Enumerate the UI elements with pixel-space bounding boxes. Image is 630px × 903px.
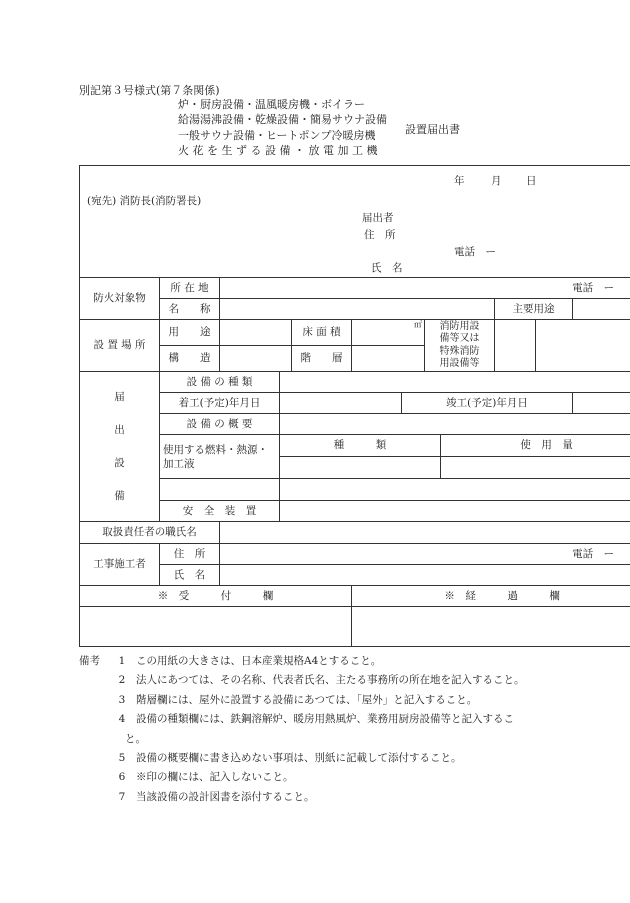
- contractor-label: 工事施工者: [80, 544, 160, 586]
- square-meter-unit: ㎡: [414, 320, 422, 329]
- addressee: (宛先) 消防長(消防署長): [87, 195, 202, 207]
- start-date-label: 着工(予定)年月日: [160, 393, 280, 414]
- install-place-label: 設 置 場 所: [80, 320, 160, 372]
- floor-area-label: 床 面 積: [292, 320, 352, 346]
- progress-header: ※ 経 過 欄: [352, 586, 630, 607]
- structure-field[interactable]: [220, 346, 292, 372]
- usage-field[interactable]: [441, 457, 630, 479]
- location-label: 所 在 地: [160, 278, 220, 299]
- floor-label: 階 層: [292, 346, 352, 372]
- safety-device-label: 安 全 装 置: [160, 501, 280, 522]
- main-use-field[interactable]: [573, 299, 630, 320]
- receipt-field: [80, 607, 352, 647]
- equipment-type-label: 設 備 の 種 類: [160, 372, 280, 393]
- equipment-type-field[interactable]: [280, 372, 630, 393]
- receipt-header: ※ 受 付 欄: [80, 586, 352, 607]
- note-item: 3 階層欄には、屋外に設置する設備にあつては、「屋外」と記入すること。: [118, 693, 478, 706]
- notifier-address-label[interactable]: 住 所: [364, 229, 396, 241]
- contractor-phone-label: 電話 ー: [572, 547, 615, 560]
- progress-field: [352, 607, 630, 647]
- note-item: 7 当該設備の設計図書を添付すること。: [118, 790, 315, 803]
- blank-area: [536, 320, 630, 372]
- note-item: 4 設備の種類欄には、鉄鋼溶解炉、暖房用熱風炉、業務用厨房設備等と記入するこ: [118, 713, 514, 726]
- notifier-name-label[interactable]: 氏 名: [371, 262, 403, 274]
- note-item: 6 ※印の欄には、記入しないこと。: [118, 771, 294, 784]
- equipment-line: 火 花 を 生 ず る 設 備 ・ 放 電 加 工 機: [178, 143, 378, 157]
- location-field[interactable]: [220, 278, 630, 299]
- contractor-address-label: 住 所: [160, 544, 220, 565]
- label-char: 設: [114, 456, 125, 469]
- fire-equipment-field[interactable]: [495, 320, 536, 372]
- fire-target-label: 防火対象物: [80, 278, 160, 320]
- note-item: 5 設備の概要欄に書き込めない事項は、別紙に記載して添付すること。: [118, 752, 462, 765]
- note-item: 2 法人にあつては、その名称、代表者氏名、主たる事務所の所在地を記入すること。: [118, 674, 525, 687]
- kind-field[interactable]: [280, 457, 441, 479]
- day-label[interactable]: 日: [526, 175, 537, 187]
- month-label[interactable]: 月: [491, 175, 502, 187]
- fire-equipment-label: 消防用設 備等又は 特殊消防 用設備等: [425, 320, 495, 372]
- year-label[interactable]: 年: [454, 175, 465, 187]
- document-title: 設置届出書: [405, 123, 460, 136]
- contractor-name-field[interactable]: [220, 565, 630, 586]
- note-item: 備考 1 この用紙の大きさは、日本産業規格A4とすること。: [79, 652, 525, 671]
- equipment-line: 一般サウナ設備・ヒートポンプ冷暖房機: [178, 128, 376, 142]
- manager-field[interactable]: [220, 522, 630, 544]
- equipment-line: 給湯湯沸設備・乾燥設備・簡易サウナ設備: [178, 113, 387, 127]
- fuel-label: 使用する燃料・熱源・ 加工液: [160, 435, 280, 479]
- floor-field[interactable]: [352, 346, 425, 372]
- use-label: 用 途: [160, 320, 220, 346]
- notifier-block: [80, 166, 630, 278]
- label-char: 備: [114, 489, 125, 502]
- safety-device-field[interactable]: [280, 501, 630, 522]
- floor-area-field[interactable]: [352, 320, 425, 346]
- end-date-field[interactable]: [573, 393, 630, 414]
- notifier-phone-label[interactable]: 電話 ー: [454, 246, 496, 258]
- notified-equipment-label: [80, 372, 160, 522]
- notification-form: [79, 165, 630, 647]
- start-date-field[interactable]: [280, 393, 402, 414]
- building-name-label: 名 称: [160, 299, 220, 320]
- equipment-line: 炉・厨房設備・温風暖房機・ボイラー: [178, 98, 365, 111]
- end-date-label: 竣工(予定)年月日: [402, 393, 573, 414]
- equipment-list: [178, 97, 387, 158]
- building-name-field[interactable]: [220, 299, 495, 320]
- notifier-label: 届出者: [362, 212, 394, 224]
- overview-label: 設 備 の 概 要: [160, 414, 280, 435]
- label-char: 届: [114, 390, 125, 403]
- form-reference: 別記第３号様式(第７条関係): [79, 84, 220, 97]
- notes-label: 備考: [79, 655, 100, 667]
- overview-field[interactable]: [280, 414, 630, 435]
- label-char: 出: [114, 423, 125, 436]
- fuel-extra-field[interactable]: [280, 479, 630, 501]
- manager-label: 取扱責任者の職氏名: [80, 522, 220, 544]
- main-use-label: 主要用途: [495, 299, 573, 320]
- fuel-extra-label: [160, 479, 280, 501]
- usage-label: 使 用 量: [441, 435, 630, 457]
- use-field[interactable]: [220, 320, 292, 346]
- kind-label: 種 類: [280, 435, 441, 457]
- contractor-address-field[interactable]: [220, 544, 630, 565]
- note-item: と。: [125, 732, 146, 745]
- location-phone-label: 電話 ー: [572, 281, 615, 294]
- contractor-name-label: 氏 名: [160, 565, 220, 586]
- notes-section: [79, 652, 525, 807]
- structure-label: 構 造: [160, 346, 220, 372]
